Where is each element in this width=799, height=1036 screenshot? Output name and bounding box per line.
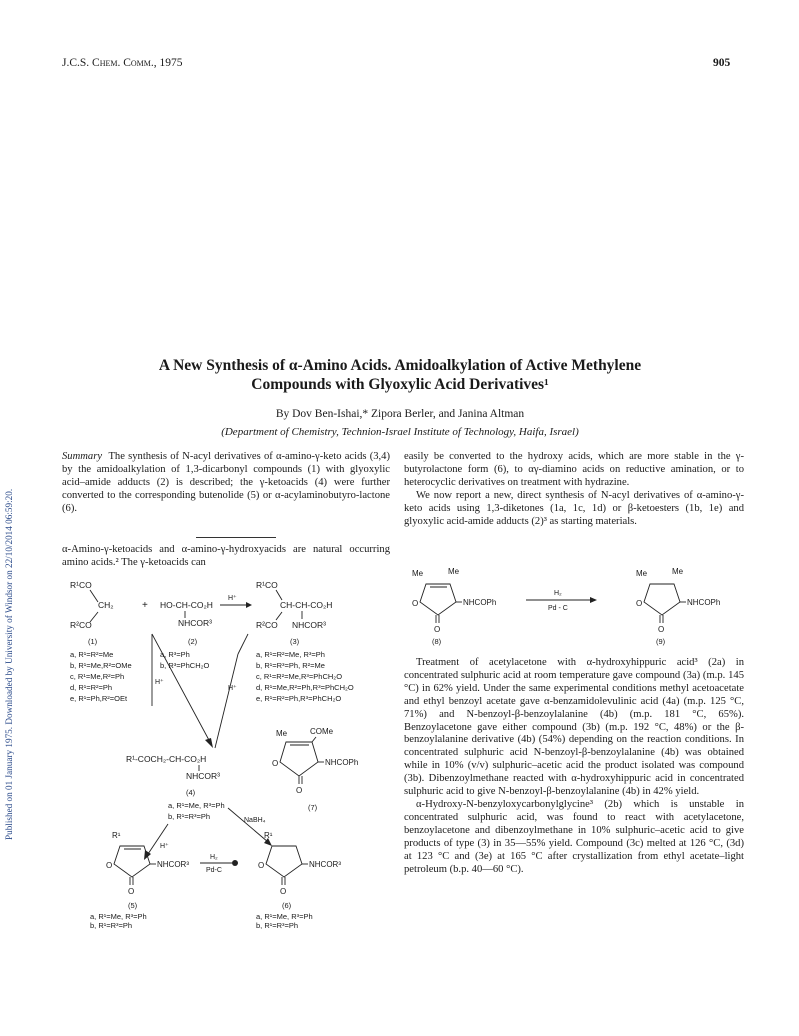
c8-ring-o: O <box>412 599 419 608</box>
c6-label: (6) <box>282 901 292 910</box>
acid-catalyst-1: H⁺ <box>228 595 237 602</box>
c2-top: HO-CH-CO₂H <box>160 600 213 610</box>
c1-label: (1) <box>88 637 98 646</box>
intro-paragraph <box>62 544 390 570</box>
c4-chain: R¹-COCH₂-CH-CO₂H <box>126 754 207 764</box>
acid-catalyst-3: H⁺ <box>228 685 237 692</box>
paragraph-3: Treatment of acetylacetone with α-hydroxyhippuric acid³ (2a) in concentrated sulphuric acid at room temperature gave compound (3a) (m.p. 145 °C) in 62% yield. Under the same experimental conditions methyl acetoacetate and ethyl benzoyl acetate gave α-benzamidolevulinic acid (4a) (m.p. 125 °C, 71%) and N-benzoyl-β-benzoylalanine (4b) (m.p. 181 °C, 65%). Benzoylacetone gave either compound (3b) (m.p. 192 °C, 48%) or the β-benzoylalanine derivative (4b) (54%) depending on the reaction conditions. In concentrated sulphuric acid N-benzoyl-β-benzoylalanine (4b) was obtained while in 10% (v/v) sulphuric–acetic acid the product isolated was compound (3b). Dibenzoylmethane reacted with α-hydroxyhippuric acid in concentrated sulphuric acid to give N-benzoyl-β-benzoylalanine (4b) in 42% yield. <box>404 657 744 798</box>
nabh4-reagent: NaBH₄ <box>244 817 266 824</box>
article-title <box>60 356 740 394</box>
c3-sub-e: e, R¹=R²=Ph,R³=PhCH₂O <box>256 694 342 703</box>
c6-ring-o: O <box>258 861 265 870</box>
c7-me: Me <box>276 729 288 738</box>
c1-sub-b: b, R¹=Me,R²=OMe <box>70 661 132 670</box>
c5-sub-b: b, R¹=R³=Ph <box>90 921 133 930</box>
summary-block <box>62 451 390 516</box>
journal-header: J.C.S. Chem. Comm., 1975 <box>62 57 183 69</box>
c3-sub-a: a, R¹=R²=Me, R³=Ph <box>256 650 325 659</box>
c7-come: COMe <box>310 727 334 736</box>
compound-2 <box>160 600 213 670</box>
c5-sub-a: a, R¹=Me, R³=Ph <box>90 912 147 921</box>
c5-carbonyl-o: O <box>128 887 135 896</box>
compound-5 <box>90 831 189 921</box>
acid-catalyst-2: H⁺ <box>155 679 164 686</box>
c9-carbonyl-o: O <box>658 625 665 634</box>
affiliation: (Department of Chemistry, Technion-Israel Institute of Technology, Haifa, Israel) <box>221 426 579 438</box>
c1-sub-e: e, R¹=Ph,R²=OEt <box>70 694 128 703</box>
c3-chain: CH-CH-CO₂H <box>280 600 333 610</box>
c6-r1: R¹ <box>264 831 273 840</box>
c3-sub-b: b, R¹=R³=Ph, R²=Me <box>256 661 325 670</box>
summary-divider <box>196 537 276 538</box>
right-column-bottom <box>404 657 744 876</box>
c3-sub-c: c, R¹=R²=Me,R³=PhCH₂O <box>256 672 343 681</box>
c4-label: (4) <box>186 788 196 797</box>
c3-r1co: R¹CO <box>256 580 278 590</box>
h2-reagent-1: H₂ <box>210 854 218 861</box>
compound-4 <box>126 754 225 821</box>
c2-sub-a: a, R³=Ph <box>160 650 190 659</box>
h2-reagent-2: H₂ <box>554 590 562 597</box>
c5-r1: R¹ <box>112 831 121 840</box>
right-column-top <box>404 451 744 528</box>
acid-catalyst-4: H⁺ <box>160 843 169 850</box>
compound-7 <box>272 727 358 812</box>
c6-sub-a: a, R¹=Me, R³=Ph <box>256 912 313 921</box>
c9-me-2: Me <box>672 567 684 576</box>
paragraph-4: α-Hydroxy-N-benzyloxycarbonylglycine³ (2b) which is unstable in concentrated sulphuric acid, was found to react with acetylacetone, benzoylacetone and dibenzoylmethane in 10% sulphuric–acetic acid to give products of type (3) in 35—55% yield. Compound (3c) melted at 126 °C, (3d) at 123 °C and (3e) at 165 °C after crystallization from ethyl acetate–light petroleum (b.p. 40—60 °C). <box>404 798 744 875</box>
c5-label: (5) <box>128 901 138 910</box>
c5-ring-o: O <box>106 861 113 870</box>
c8-me-2: Me <box>448 567 460 576</box>
c1-sub-c: c, R¹=Me,R²=Ph <box>70 672 125 681</box>
compound-8 <box>412 567 496 646</box>
summary-label: Summary <box>62 451 103 462</box>
page-number: 905 <box>713 57 731 69</box>
intro-text: α-Amino-γ-ketoacids and α-amino-γ-hydroxyacids are natural occurring amino acids.² The γ-ketoacids can <box>62 544 390 568</box>
pdc-reagent-1: Pd-C <box>206 867 222 874</box>
compound-9 <box>636 567 720 646</box>
c3-label: (3) <box>290 637 300 646</box>
reaction-scheme-2 <box>404 562 744 648</box>
c6-sub-b: b, R¹=R³=Ph <box>256 921 299 930</box>
c9-label: (9) <box>656 637 666 646</box>
c2-label: (2) <box>188 637 198 646</box>
c3-r2co: R²CO <box>256 620 278 630</box>
c7-label: (7) <box>308 803 318 812</box>
c6-nh: NHCOR³ <box>309 860 341 869</box>
compound-3 <box>256 580 354 703</box>
c1-sub-a: a, R¹=R²=Me <box>70 650 114 659</box>
c4-nh: NHCOR³ <box>186 771 220 781</box>
c4-sub-b: b, R¹=R³=Ph <box>168 812 211 821</box>
c8-me-1: Me <box>412 569 424 578</box>
title-line-2: Compounds with Glyoxylic Acid Derivatives¹ <box>251 376 549 393</box>
download-watermark <box>4 200 18 840</box>
reaction-scheme-1 <box>60 572 395 922</box>
c6-carbonyl-o: O <box>280 887 287 896</box>
c7-carbonyl-o: O <box>296 786 303 795</box>
c1-ch2: CH₂ <box>98 600 114 610</box>
c9-nh: NHCOPh <box>687 598 721 607</box>
download-note: Published on 01 January 1975. Downloaded by University of Windsor on 22/10/2014 06:59:20. <box>4 488 14 840</box>
plus-sign: + <box>142 600 148 611</box>
author-list: By Dov Ben-Ishai,* Zipora Berler, and Janina Altman <box>275 408 525 420</box>
c1-r2co: R²CO <box>70 620 92 630</box>
pdc-reagent-2: Pd - C <box>548 605 568 612</box>
summary-text: The synthesis of N-acyl derivatives of α-amino-γ-keto acids (3,4) by the amidoalkylation of 1,3-dicarbonyl compounds (1) with glyoxylic acid–amide adducts (2) is described; the γ-ketoacids (4) were further converted to the corresponding butenolide (5) or α-acylaminobutyro-lactone (6). <box>62 451 390 514</box>
c9-ring-o: O <box>636 599 643 608</box>
c7-ring-o: O <box>272 759 279 768</box>
c2-sub-b: b, R³=PhCH₂O <box>160 661 210 670</box>
c8-carbonyl-o: O <box>434 625 441 634</box>
c3-sub-d: d, R¹=Me,R²=Ph,R³=PhCH₂O <box>256 683 354 692</box>
c9-me-1: Me <box>636 569 648 578</box>
title-line-1: A New Synthesis of α-Amino Acids. Amidoalkylation of Active Methylene <box>158 357 642 374</box>
compound-1 <box>70 580 132 703</box>
c2-bottom: NHCOR³ <box>178 618 212 628</box>
c7-nh: NHCOPh <box>325 758 359 767</box>
c1-r1co: R¹CO <box>70 580 92 590</box>
c5-nh: NHCOR³ <box>157 860 189 869</box>
paragraph-2: We now report a new, direct synthesis of N-acyl derivatives of α-amino-γ-keto acids using 1,3-diketones (1a, 1c, 1d) or β-ketoesters (1b, 1e) and glyoxylic acid-amide adducts (2)³ as starting materials. <box>404 489 744 527</box>
c8-label: (8) <box>432 637 442 646</box>
c1-sub-d: d, R¹=R²=Ph <box>70 683 113 692</box>
c3-nh: NHCOR³ <box>292 620 326 630</box>
paragraph-1: easily be converted to the hydroxy acids, which are more stable in the γ-butyrolactone form (6), to αγ-diamino acids on reductive amination, or to heterocyclic derivatives on treatment with hydrazine. <box>404 451 744 488</box>
c8-nh: NHCOPh <box>463 598 497 607</box>
c4-sub-a: a, R¹=Me, R³=Ph <box>168 801 225 810</box>
